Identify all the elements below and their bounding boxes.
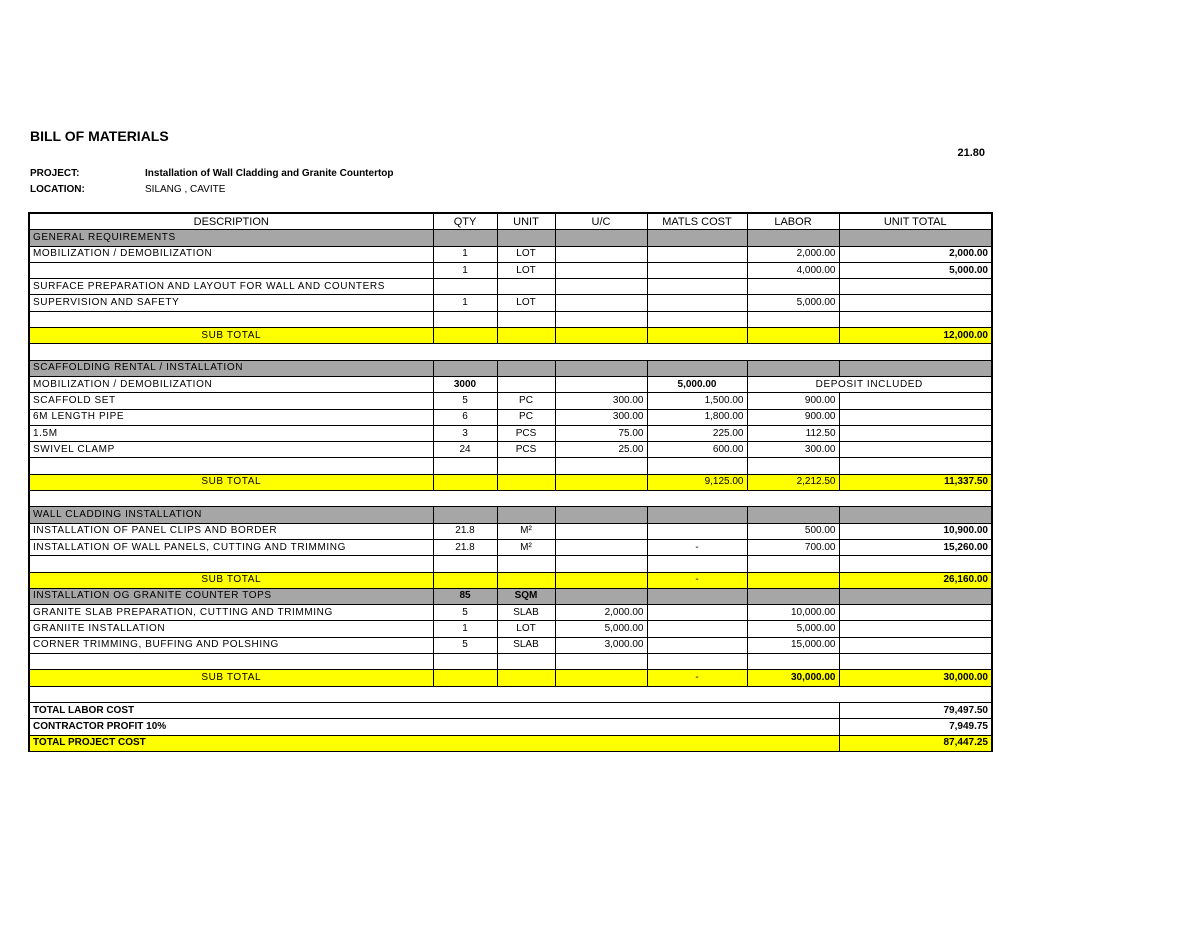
location-label: LOCATION:: [30, 184, 85, 195]
subtotal-total: 12,000.00: [839, 328, 992, 344]
section-qty: 85: [433, 588, 497, 604]
subtotal-labor: 30,000.00: [747, 670, 839, 686]
row-description: CORNER TRIMMING, BUFFING AND POLSHING: [29, 637, 433, 653]
row-description: MOBILIZATION / DEMOBILIZATION: [29, 246, 433, 262]
subtotal-label: SUB TOTAL: [29, 474, 433, 490]
subtotal-total: 30,000.00: [839, 670, 992, 686]
section-header-granite: [29, 588, 992, 604]
row-uc: 75.00: [555, 425, 647, 441]
row-qty: 3000: [433, 376, 497, 392]
col-unit: UNIT: [497, 213, 555, 230]
document-title: BILL OF MATERIALS: [30, 128, 169, 144]
row-qty: 5: [433, 605, 497, 621]
contractor-profit-row: [29, 719, 992, 735]
row-qty: 3: [433, 425, 497, 441]
row-qty: 5: [433, 637, 497, 653]
location-value: SILANG , CAVITE: [145, 184, 226, 195]
subtotal-matls: 9,125.00: [647, 474, 747, 490]
row-matls: 5,000.00: [647, 376, 747, 392]
row-unit: PCS: [497, 425, 555, 441]
row-qty: 6: [433, 409, 497, 425]
row-total: 2,000.00: [839, 246, 992, 262]
table-row: [29, 409, 992, 425]
total-project-cost-row: [29, 735, 992, 751]
row-unit: M²: [497, 539, 555, 555]
total-project-cost-label: TOTAL PROJECT COST: [29, 735, 839, 751]
row-labor: 900.00: [747, 409, 839, 425]
table-row: [29, 425, 992, 441]
row-description: SWIVEL CLAMP: [29, 442, 433, 458]
row-labor: 5,000.00: [747, 295, 839, 311]
row-qty: 21.8: [433, 523, 497, 539]
total-labor-label: TOTAL LABOR COST: [29, 702, 839, 718]
row-total: 15,260.00: [839, 539, 992, 555]
row-matls: -: [647, 539, 747, 555]
row-note: DEPOSIT INCLUDED: [747, 376, 992, 392]
row-matls: 1,800.00: [647, 409, 747, 425]
section-header-general: [29, 230, 992, 246]
table-row: [29, 523, 992, 539]
subtotal-row-granite: [29, 670, 992, 686]
blank-row: [29, 491, 992, 507]
row-total: 10,900.00: [839, 523, 992, 539]
table-row: [29, 376, 992, 392]
table-row: [29, 246, 992, 262]
table-row: [29, 279, 992, 295]
table-row: [29, 262, 992, 278]
blank-row: [29, 654, 992, 670]
row-unit: M²: [497, 523, 555, 539]
subtotal-total: 11,337.50: [839, 474, 992, 490]
row-qty: 24: [433, 442, 497, 458]
section-title: WALL CLADDING INSTALLATION: [29, 507, 433, 523]
row-labor: 500.00: [747, 523, 839, 539]
row-description: SURFACE PREPARATION AND LAYOUT FOR WALL AND COUNTERS: [29, 279, 433, 295]
row-qty: 5: [433, 393, 497, 409]
table-row: [29, 621, 992, 637]
contractor-profit-label: CONTRACTOR PROFIT 10%: [29, 719, 839, 735]
subtotal-label: SUB TOTAL: [29, 328, 433, 344]
row-matls: 1,500.00: [647, 393, 747, 409]
row-labor: 15,000.00: [747, 637, 839, 653]
row-description: MOBILIZATION / DEMOBILIZATION: [29, 376, 433, 392]
table-row: [29, 442, 992, 458]
row-labor: 5,000.00: [747, 621, 839, 637]
section-title: INSTALLATION OG GRANITE COUNTER TOPS: [29, 588, 433, 604]
section-header-cladding: [29, 507, 992, 523]
table-row: [29, 637, 992, 653]
col-qty: QTY: [433, 213, 497, 230]
row-uc: 2,000.00: [555, 605, 647, 621]
total-project-cost-value: 87,447.25: [839, 735, 992, 751]
row-unit: LOT: [497, 621, 555, 637]
row-matls: 600.00: [647, 442, 747, 458]
section-unit: SQM: [497, 588, 555, 604]
row-labor: 10,000.00: [747, 605, 839, 621]
col-matls-cost: MATLS COST: [647, 213, 747, 230]
col-labor: LABOR: [747, 213, 839, 230]
row-labor: 700.00: [747, 539, 839, 555]
table-header-row: [29, 213, 992, 230]
row-labor: 900.00: [747, 393, 839, 409]
row-description: SCAFFOLD SET: [29, 393, 433, 409]
row-unit: SLAB: [497, 605, 555, 621]
subtotal-label: SUB TOTAL: [29, 572, 433, 588]
row-unit: PC: [497, 393, 555, 409]
row-qty: 1: [433, 621, 497, 637]
subtotal-label: SUB TOTAL: [29, 670, 433, 686]
row-unit: LOT: [497, 262, 555, 278]
row-description: 6M LENGTH PIPE: [29, 409, 433, 425]
project-value: Installation of Wall Cladding and Granite Countertop: [145, 168, 394, 179]
table-row: [29, 393, 992, 409]
row-description: SUPERVISION AND SAFETY: [29, 295, 433, 311]
row-description: 1.5M: [29, 425, 433, 441]
corner-value: 21.80: [957, 147, 985, 159]
table-row: [29, 605, 992, 621]
row-unit: LOT: [497, 295, 555, 311]
section-header-scaffolding: [29, 360, 992, 376]
row-labor: 2,000.00: [747, 246, 839, 262]
row-labor: 112.50: [747, 425, 839, 441]
row-matls: 225.00: [647, 425, 747, 441]
row-unit: LOT: [497, 246, 555, 262]
row-unit: PCS: [497, 442, 555, 458]
contractor-profit-value: 7,949.75: [839, 719, 992, 735]
subtotal-total: 26,160.00: [839, 572, 992, 588]
row-labor: 4,000.00: [747, 262, 839, 278]
total-labor-value: 79,497.50: [839, 702, 992, 718]
row-uc: 3,000.00: [555, 637, 647, 653]
row-qty: 1: [433, 295, 497, 311]
row-uc: 25.00: [555, 442, 647, 458]
blank-row: [29, 458, 992, 474]
row-description: INSTALLATION OF WALL PANELS, CUTTING AND TRIMMING: [29, 539, 433, 555]
subtotal-labor: 2,212.50: [747, 474, 839, 490]
col-unit-total: UNIT TOTAL: [839, 213, 992, 230]
row-qty: 1: [433, 262, 497, 278]
row-labor: 300.00: [747, 442, 839, 458]
row-unit: PC: [497, 409, 555, 425]
row-total: 5,000.00: [839, 262, 992, 278]
row-uc: 300.00: [555, 409, 647, 425]
blank-row: [29, 686, 992, 702]
subtotal-row-scaffolding: [29, 474, 992, 490]
project-label: PROJECT:: [30, 168, 80, 179]
section-title: SCAFFOLDING RENTAL / INSTALLATION: [29, 360, 433, 376]
subtotal-matls: -: [647, 670, 747, 686]
col-description: DESCRIPTION: [29, 213, 433, 230]
subtotal-matls: -: [647, 572, 747, 588]
total-labor-row: [29, 702, 992, 718]
row-qty: 1: [433, 246, 497, 262]
row-qty: 21.8: [433, 539, 497, 555]
col-uc: U/C: [555, 213, 647, 230]
row-unit: SLAB: [497, 637, 555, 653]
table-row: [29, 539, 992, 555]
blank-row: [29, 311, 992, 327]
subtotal-row-general: [29, 328, 992, 344]
row-description: GRANIITE INSTALLATION: [29, 621, 433, 637]
table-row: [29, 295, 992, 311]
row-uc: 5,000.00: [555, 621, 647, 637]
row-description: GRANITE SLAB PREPARATION, CUTTING AND TRIMMING: [29, 605, 433, 621]
section-title: GENERAL REQUIREMENTS: [29, 230, 433, 246]
row-description: INSTALLATION OF PANEL CLIPS AND BORDER: [29, 523, 433, 539]
blank-row: [29, 556, 992, 572]
bill-of-materials-table: [28, 212, 993, 752]
blank-row: [29, 344, 992, 360]
subtotal-row-cladding: [29, 572, 992, 588]
row-uc: 300.00: [555, 393, 647, 409]
